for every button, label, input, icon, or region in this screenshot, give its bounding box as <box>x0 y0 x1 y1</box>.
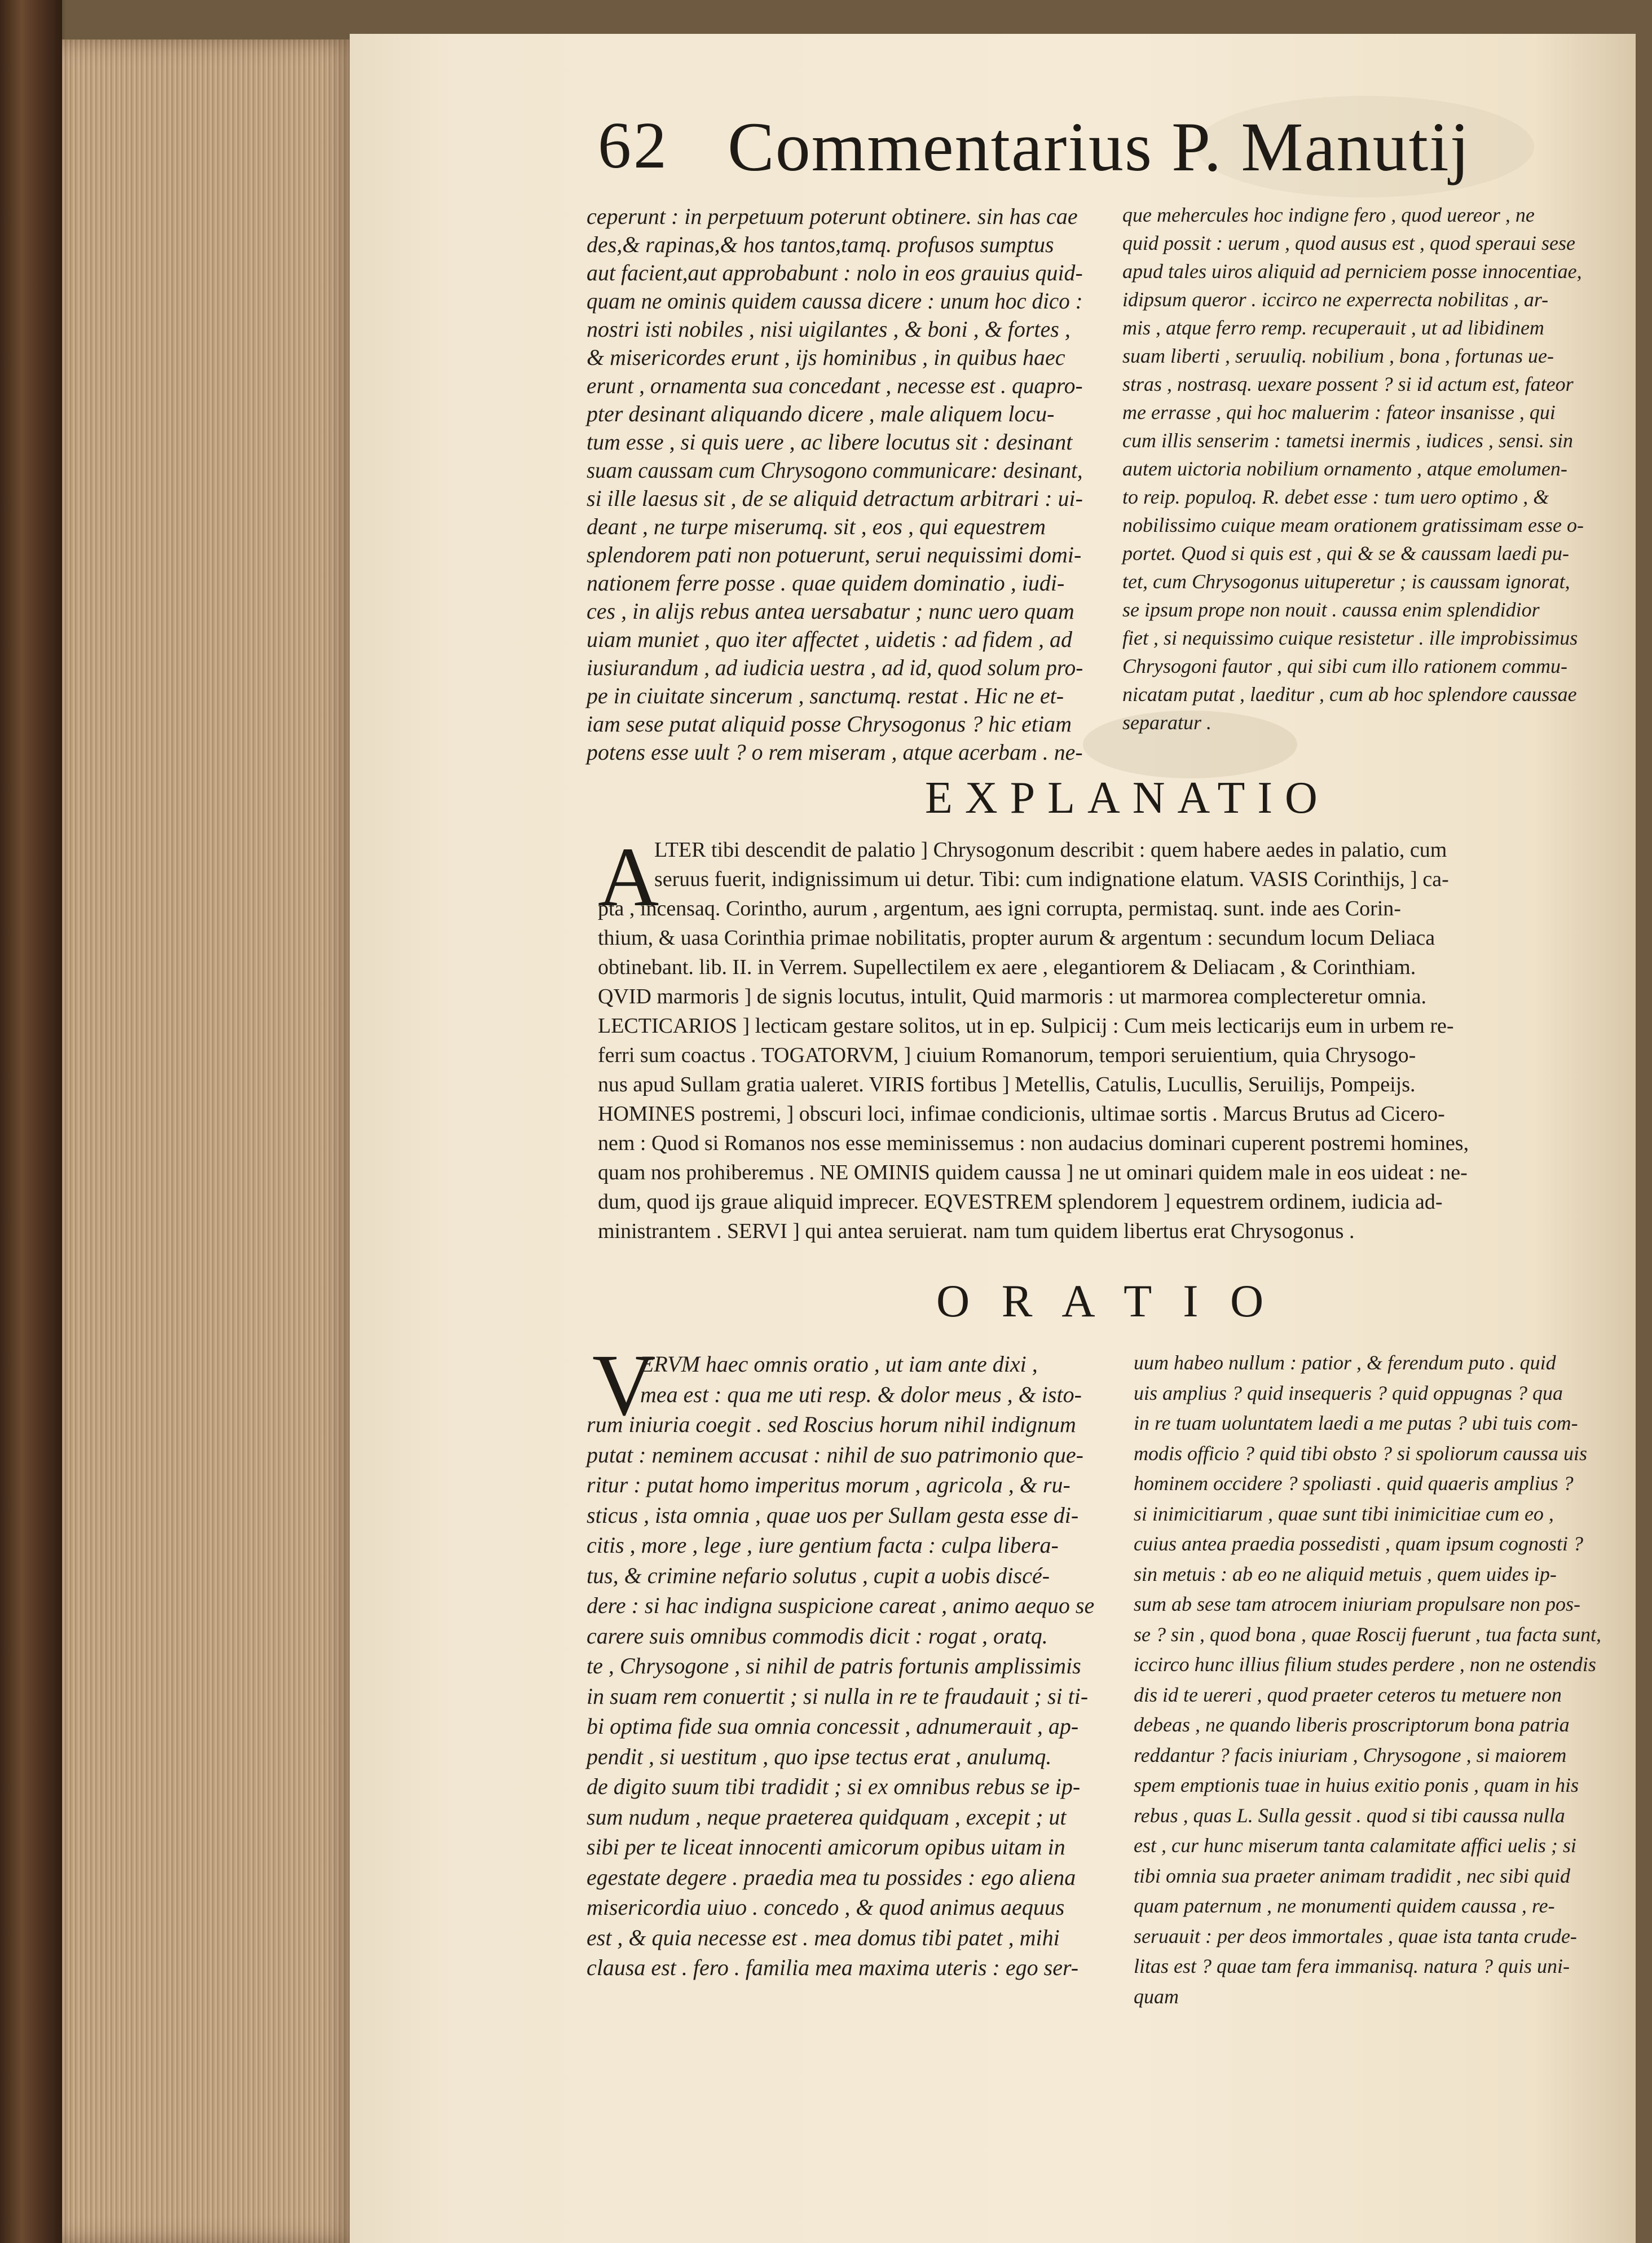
text-line: ces , in alijs rebus antea uersabatur ; nunc uero quam <box>587 598 1074 624</box>
text-line: de digito suum tibi tradidit ; si ex omnibus rebus se ip- <box>587 1774 1081 1799</box>
text-line: clausa est . fero . familia mea maxima uteris : ego ser- <box>587 1955 1079 1980</box>
text-line: hominem occidere ? spoliasti . quid quaeris amplius ? <box>1134 1472 1574 1495</box>
text-line: tet, cum Chrysogonus uituperetur ; is caussam ignorat, <box>1122 570 1570 593</box>
text-line: pendit , si uestitum , quo ipse tectus erat , anulumq. <box>587 1743 1052 1769</box>
text-line: quam <box>1134 1985 1179 2008</box>
text-line: portet. Quod si quis est , qui & se & caussam laedi pu- <box>1122 542 1569 565</box>
text-line: uum habeo nullum : patior , & ferendum puto . quid <box>1134 1351 1556 1374</box>
text-line: uis amplius ? quid insequeris ? quid oppugnas ? qua <box>1134 1381 1563 1404</box>
text-line: potens esse uult ? o rem miseram , atque acerbam . ne- <box>587 739 1083 765</box>
text-line: autem uictoria nobilium ornamento , atque emolumen- <box>1122 457 1567 480</box>
text-line: sum nudum , neque praeterea quidquam , excepit ; ut <box>587 1804 1067 1830</box>
text-line: LTER tibi descendit de palatio ] Chrysogonum describit : quem habere aedes in palatio, cum <box>654 838 1447 862</box>
text-line: sin metuis : ab eo ne aliquid metuis , quem uides ip- <box>1134 1562 1557 1585</box>
text-line: cum illis senserim : tametsi inermis , iudices , sensi. sin <box>1122 429 1573 452</box>
text-line: & misericordes erunt , ijs hominibus , in quibus haec <box>587 345 1065 370</box>
text-line: quam nos prohiberemus . NE OMINIS quidem caussa ] ne ut ominari quidem male in eos uideat : ne- <box>598 1161 1468 1184</box>
text-line: iusiurandum , ad iudicia uestra , ad id, quod solum pro- <box>587 655 1083 680</box>
text-line: si inimicitiarum , quae sunt tibi inimicitiae cum eo , <box>1134 1502 1554 1525</box>
text-line: ERVM haec omnis oratio , ut iam ante dixi , <box>640 1351 1038 1377</box>
text-line: stras , nostrasq. uexare possent ? si id actum est, fateor <box>1122 373 1574 395</box>
book-page <box>350 34 1636 2243</box>
text-line: aut facient,aut approbabunt : nolo in eos grauius quid- <box>587 260 1083 285</box>
text-line: des,& rapinas,& hos tantos,tamq. profusos sumptus <box>587 232 1054 257</box>
text-line: uiam muniet , quo iter affectet , uidetis : ad fidem , ad <box>587 627 1072 652</box>
text-line: Chrysogoni fautor , qui sibi cum illo rationem commu- <box>1122 655 1567 677</box>
text-line: separatur . <box>1122 711 1212 734</box>
text-line: se ipsum prope non nouit . caussa enim splendidior <box>1122 598 1540 621</box>
text-line: LECTICARIOS ] lecticam gestare solitos, ut in ep. Sulpicij : Cum meis lecticarijs eum in urbem re- <box>598 1014 1454 1038</box>
text-line: pe in ciuitate sincerum , sanctumq. restat . Hic ne et- <box>587 683 1064 708</box>
text-line: suam liberti , seruuliq. nobilium , bona , fortunas ue- <box>1122 345 1554 367</box>
text-line: citis , more , lege , iure gentium facta : culpa libera- <box>587 1532 1059 1558</box>
text-line: dere : si hac indigna suspicione careat , animo aequo se <box>587 1593 1095 1618</box>
text-line: egestate degere . praedia mea tu possides : ego aliena <box>587 1864 1076 1890</box>
text-line: QVID marmoris ] de signis locutus, intulit, Quid marmoris : ut marmorea complecteretur omnia. <box>598 985 1427 1008</box>
text-line: tibi omnia sua praeter animam tradidit , nec sibi quid <box>1134 1864 1570 1887</box>
text-line: misericordia uiuo . concedo , & quod animus aequus <box>587 1894 1065 1920</box>
text-line: to reip. populoq. R. debet esse : tum uero optimo , & <box>1122 486 1549 508</box>
text-line: erunt , ornamenta sua concedant , necesse est . quapro- <box>587 373 1083 398</box>
oratio-top-right-column <box>1122 203 1619 739</box>
text-line: nationem ferre posse . quae quidem dominatio , iudi- <box>587 570 1065 596</box>
text-line: HOMINES postremi, ] obscuri loci, infimae condicionis, ultimae sortis . Marcus Brutus ad Cicero- <box>598 1102 1445 1126</box>
running-title: Commentarius P. Manutij <box>728 108 1470 186</box>
text-line: cuius antea praedia possedisti , quam ipsum cognosti ? <box>1134 1532 1583 1555</box>
text-line: sum ab sese tam atrocem iniuriam propulsare non pos- <box>1134 1593 1580 1615</box>
text-line: carere suis omnibus commodis dicit : rogat , oratq. <box>587 1623 1048 1649</box>
text-line: dum, quod ijs graue aliquid imprecer. EQVESTREM splendorem ] equestrem ordinem, iudicia ad- <box>598 1190 1443 1214</box>
text-line: putat : neminem accusat : nihil de suo patrimonio que- <box>587 1442 1083 1468</box>
text-line: nus apud Sullam gratia ualeret. VIRIS fortibus ] Metellis, Catulis, Lucullis, Seruilijs, Pompeijs. <box>598 1073 1416 1096</box>
text-line: deant , ne turpe miserumq. sit , eos , qui equestrem <box>587 514 1046 539</box>
text-line: sibi per te liceat innocenti amicorum opibus uitam in <box>587 1834 1065 1859</box>
text-line: modis officio ? quid tibi obsto ? si spoliorum caussa uis <box>1134 1442 1588 1465</box>
text-line: rebus , quas L. Sulla gessit . quod si tibi caussa nulla <box>1134 1804 1565 1827</box>
text-line: reddantur ? facis iniuriam , Chrysogone , si maiorem <box>1134 1743 1567 1766</box>
text-line: dis id te uereri , quod praeter ceteros tu metuere non <box>1134 1683 1562 1706</box>
text-line: bi optima fide sua omnia concessit , adnumerauit , ap- <box>587 1713 1079 1739</box>
text-line: que mehercules hoc indigne fero , quod uereor , ne <box>1122 204 1535 226</box>
text-line: apud tales uiros aliquid ad perniciem posse innocentiae, <box>1122 260 1582 283</box>
text-line: pter desinant aliquando dicere , male aliquem locu- <box>587 401 1055 426</box>
text-line: se ? sin , quod bona , quae Roscij fuerunt , tua facta sunt, <box>1134 1623 1601 1646</box>
text-line: rum iniuria coegit . sed Roscius horum nihil indignum <box>587 1412 1076 1437</box>
text-line: ferri sum coactus . TOGATORVM, ] ciuium Romanorum, tempori seruientium, quia Chrysogo- <box>598 1043 1416 1067</box>
text-line: ministrantem . SERVI ] qui antea seruierat. nam tum quidem libertus erat Chrysogonus . <box>598 1219 1355 1243</box>
text-line: fiet , si nequissimo cuique resistetur . ille improbissimus <box>1122 627 1578 649</box>
text-line: mis , atque ferro remp. recuperauit , ut ad libidinem <box>1122 316 1544 339</box>
text-line: sticus , ista omnia , quae uos per Sullam gesta esse di- <box>587 1502 1079 1528</box>
oratio-heading: O R A T I O <box>936 1275 1274 1327</box>
text-line: est , & quia necesse est . mea domus tibi patet , mihi <box>587 1924 1060 1950</box>
text-line: te , Chrysogone , si nihil de patris fortunis amplissimis <box>587 1653 1081 1678</box>
text-line: quam ne ominis quidem caussa dicere : unum hoc dico : <box>587 288 1083 314</box>
text-line: idipsum queror . iccirco ne experrecta nobilitas , ar- <box>1122 288 1549 311</box>
oratio-left-column <box>587 1351 1100 1994</box>
text-line: iccirco hunc illius filium studes perdere , non ne ostendis <box>1134 1653 1596 1676</box>
text-line: spem emptionis tuae in huius exitio ponis , quam in his <box>1134 1774 1579 1796</box>
text-line: pta , incensaq. Corintho, aurum , argentum, aes igni corrupta, permistaq. sunt. inde aes Corin- <box>598 897 1401 920</box>
text-line: me errasse , qui hoc maluerim : fateor insanisse , qui <box>1122 401 1556 424</box>
text-line: in suam rem conuertit ; si nulla in re te fraudauit ; si ti- <box>587 1683 1089 1709</box>
oratio-right-column <box>1134 1351 1630 2016</box>
text-line: debeas , ne quando liberis proscriptorum bona patria <box>1134 1713 1570 1736</box>
page-fore-edge <box>62 39 355 2243</box>
oratio-dropcap: V <box>592 1336 656 1434</box>
text-line: si ille laesus sit , de se aliquid detractum arbitrari : ui- <box>587 486 1083 511</box>
explanatio-dropcap: A <box>598 830 659 924</box>
text-line: nobilissimo cuique meam orationem gratissimam esse o- <box>1122 514 1584 536</box>
text-line: suam caussam cum Chrysogono communicare: desinant, <box>587 457 1083 483</box>
text-line: in re tuam uoluntatem laedi a me putas ? ubi tuis com- <box>1134 1412 1578 1434</box>
text-line: est , cur hunc miserum tanta calamitate affici uelis ; si <box>1134 1834 1576 1857</box>
oratio-top-left-column <box>587 203 1083 773</box>
text-line: quid possit : uerum , quod ausus est , quod speraui sese <box>1122 232 1575 254</box>
book-binding <box>0 0 62 2243</box>
text-line: ritur : putat homo imperitus morum , agricola , & ru- <box>587 1472 1071 1497</box>
text-line: tum esse , si quis uere , ac libere locutus sit : desinant <box>587 429 1073 455</box>
text-line: obtinebant. lib. II. in Verrem. Supellectilem ex aere , elegantiorem & Deliacam , & Corinthiam. <box>598 955 1416 979</box>
text-line: quam paternum , ne monumenti quidem caussa , re- <box>1134 1894 1555 1917</box>
explanatio-heading: EXPLANATIO <box>925 773 1330 823</box>
page-number: 62 <box>598 108 669 182</box>
text-line: nem : Quod si Romanos nos esse meminissemus : non audacius dominari cuperent postremi homines, <box>598 1131 1469 1155</box>
explanatio-body <box>598 838 1630 1266</box>
text-line: iam sese putat aliquid posse Chrysogonus ? hic etiam <box>587 711 1072 737</box>
text-line: nostri isti nobiles , nisi uigilantes , & boni , & fortes , <box>587 316 1071 342</box>
text-line: mea est : qua me uti resp. & dolor meus , & isto- <box>640 1381 1082 1407</box>
text-line: tus, & crimine nefario solutus , cupit a uobis discé- <box>587 1562 1050 1588</box>
text-line: thium, & uasa Corinthia primae nobilitatis, propter aurum & argentum : secundum locum Deliaca <box>598 926 1435 950</box>
text-line: splendorem pati non potuerunt, serui nequissimi domi- <box>587 542 1082 567</box>
text-line: ceperunt : in perpetuum poterunt obtinere. sin has cae <box>587 204 1078 229</box>
text-line: litas est ? quae tam fera immanisq. natura ? quis uni- <box>1134 1955 1570 1977</box>
text-line: nicatam putat , laeditur , cum ab hoc splendore caussae <box>1122 683 1577 706</box>
text-line: seruauit : per deos immortales , quae ista tanta crude- <box>1134 1924 1577 1947</box>
text-line: seruus fuerit, indignissimum ui detur. Tibi: cum indignatione elatum. VASIS Corinthijs, ] ca- <box>654 867 1449 891</box>
